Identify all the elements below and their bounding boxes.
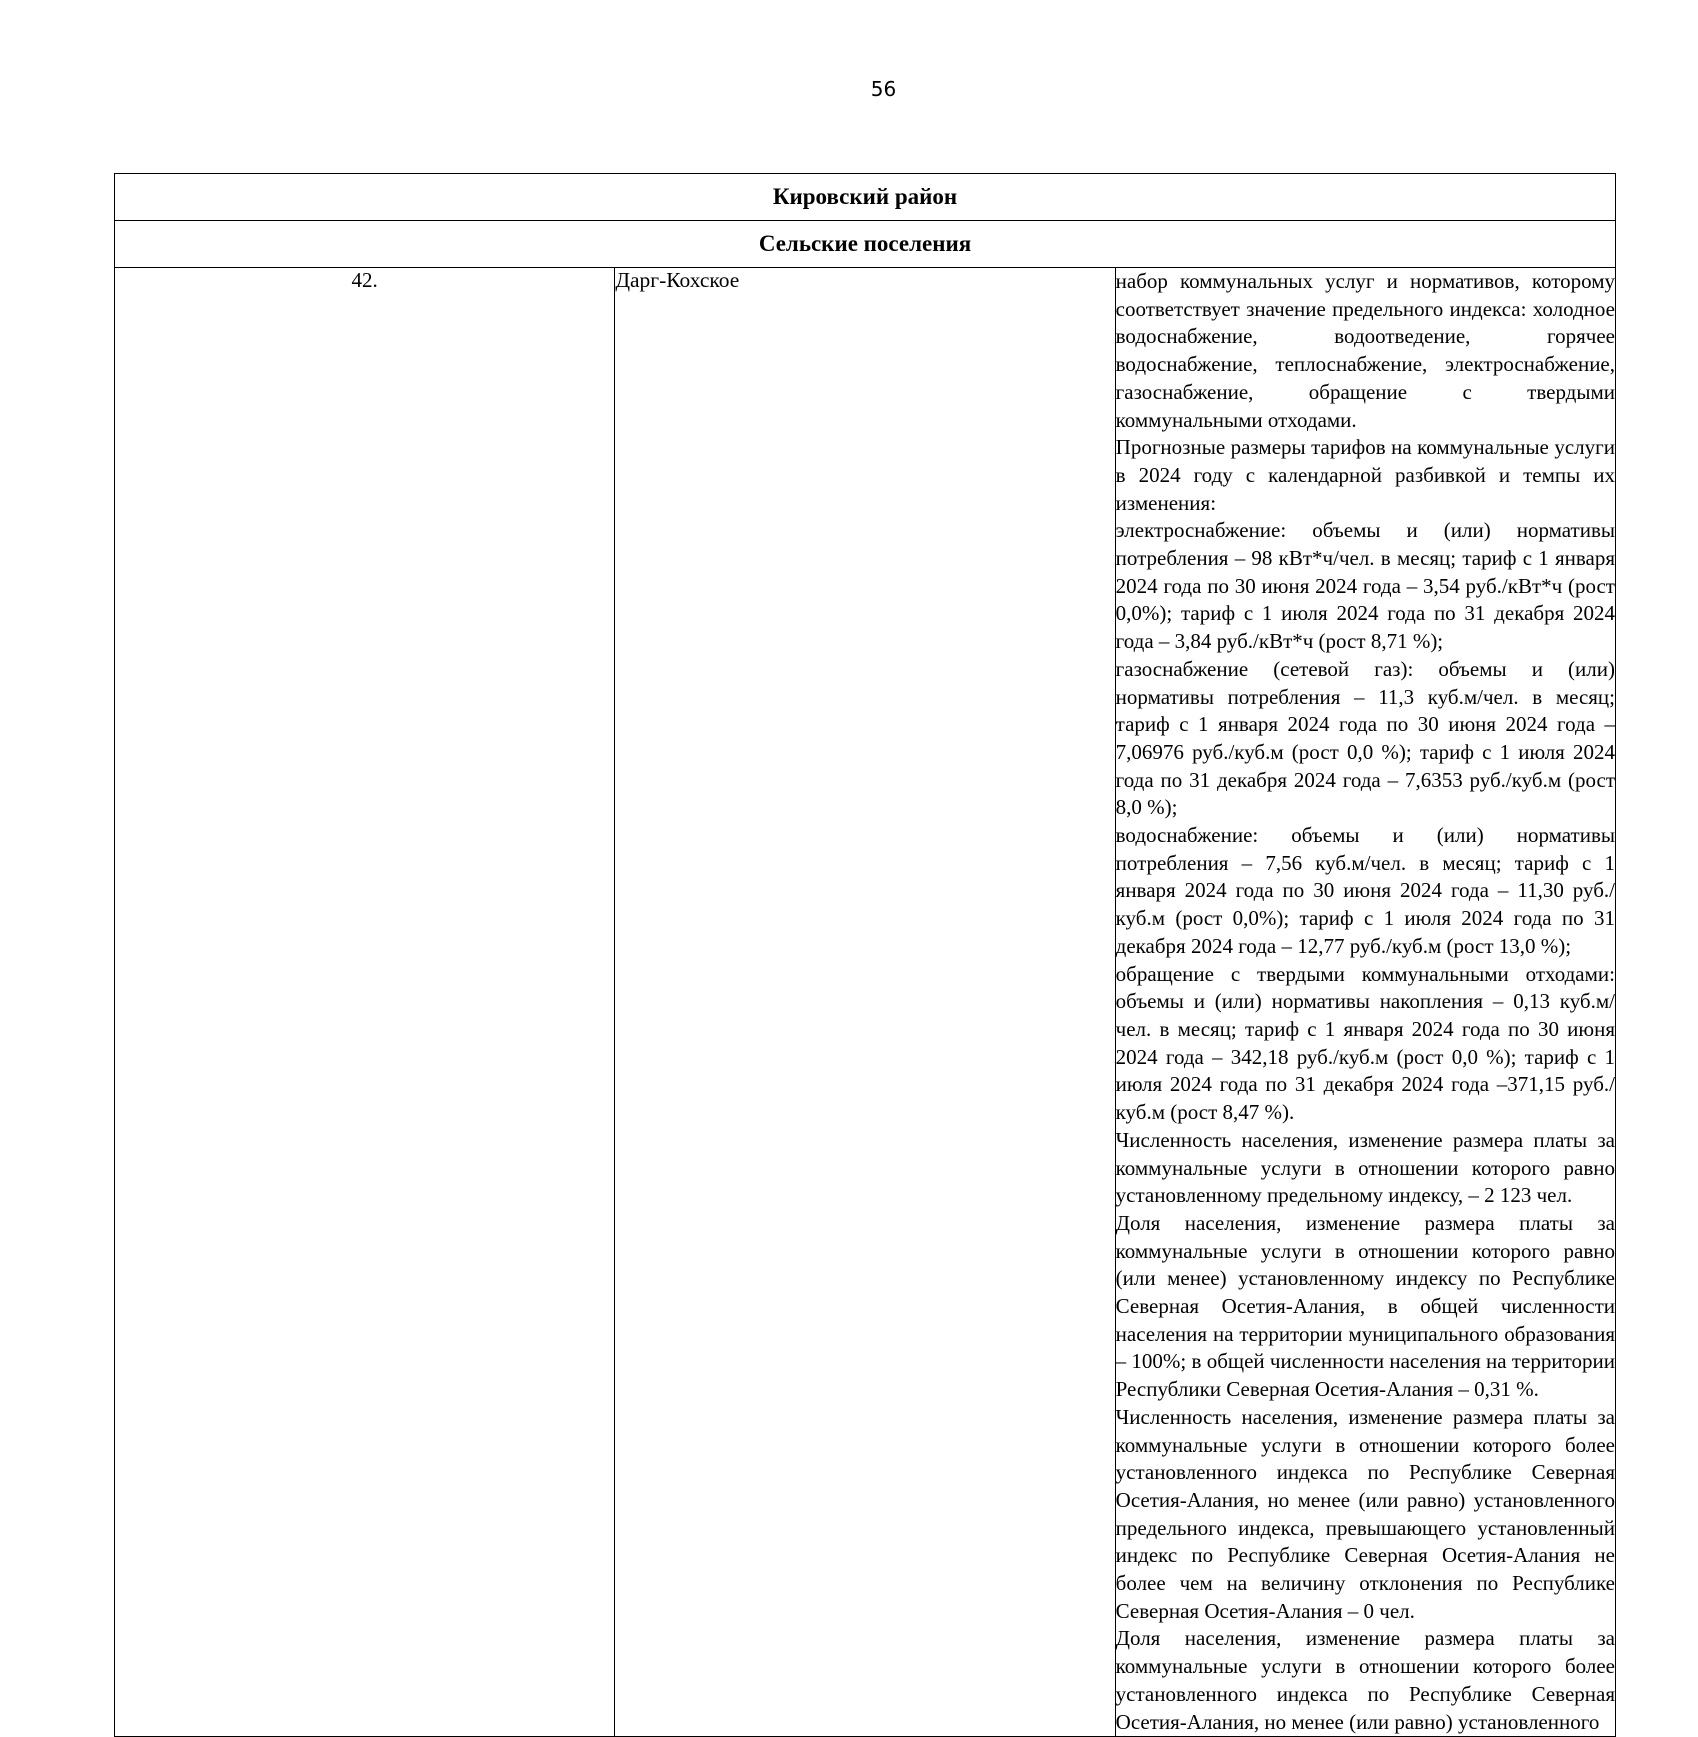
paragraph-population-above: Численность населения, изменение размера платы за коммунальные услуги в отношении которого более установленного индекса по Республике Северная Осетия-Алания, но менее (или равно) установленного предельного индекса, превышающего установленный индекс по Республике Северная Осетия-Алания не более чем на величину отклонения по Республике Северная Осетия-Алания – 0 чел.	[1115, 1404, 1615, 1623]
page-number: 56	[870, 77, 897, 101]
tariff-table	[114, 173, 1616, 1737]
table-row	[115, 268, 1616, 1737]
paragraph-electricity: электроснабжение: объемы и (или) нормативы потребления – 98 кВт*ч/чел. в месяц; тариф с 1 января 2024 года по 30 июня 2024 года – 3,54 руб./кВт*ч (рост 0,0%); тариф с 1 июля 2024 года по 31 декабря 2024 года – 3,84 руб./кВт*ч (рост 8,71 %);	[1115, 518, 1615, 654]
paragraph-solid-waste: обращение с твердыми коммунальными отходами: объемы и (или) нормативы накопления – 0,13 куб.м/чел. в месяц; тариф с 1 января 2024 года по 30 июня 2024 года – 342,18 руб./куб.м (рост 0,0 %); тариф с 1 июля 2024 года по 31 декабря 2024 года –371,15 руб./куб.м (рост 8,47 %).	[1115, 961, 1615, 1125]
paragraph-share-equal: Доля населения, изменение размера платы за коммунальные услуги в отношении которого равно (или менее) установленному индексу по Республике Северная Осетия-Алания, в общей численности населения на территории муниципального образования – 100%; в общей численности населения на территории Республики Северная Осетия-Алания – 0,31 %.	[1115, 1210, 1615, 1402]
paragraph-population-equal: Численность населения, изменение размера платы за коммунальные услуги в отношении которого равно установленному предельному индексу, – 2 123 чел.	[1115, 1127, 1615, 1208]
paragraph-gas: газоснабжение (сетевой газ): объемы и (или) нормативы потребления – 11,3 куб.м/чел. в месяц; тариф с 1 января 2024 года по 30 июня 2024 года – 7,06976 руб./куб.м (рост 0,0 %); тариф с 1 июля 2024 года по 31 декабря 2024 года – 7,6353 руб./куб.м (рост 8,0 %);	[1115, 656, 1615, 820]
district-header-row	[115, 174, 1616, 221]
settlement-name: Дарг-Кохское	[615, 268, 1115, 1737]
description-cell	[1115, 268, 1615, 1737]
paragraph-water: водоснабжение: объемы и (или) нормативы потребления – 7,56 куб.м/чел. в месяц; тариф с 1 января 2024 года по 30 июня 2024 года – 11,30 руб./куб.м (рост 0,0%); тариф с 1 июля 2024 года по 31 декабря 2024 года – 12,77 руб./куб.м (рост 13,0 %);	[1115, 823, 1615, 958]
district-title: Кировский район	[115, 174, 1616, 221]
subsection-title: Сельские поселения	[115, 221, 1616, 268]
paragraph-share-above: Доля населения, изменение размера платы за коммунальные услуги в отношении которого более установленного индекса по Республике Северная Осетия-Алания, но менее (или равно) установленного	[1115, 1626, 1615, 1734]
paragraph-tariffs-intro: Прогнозные размеры тарифов на коммунальные услуги в 2024 году с календарной разбивкой и темпы их изменения:	[1115, 435, 1615, 515]
paragraph-services-set: набор коммунальных услуг и нормативов, которому соответствует значение предельного индекса: холодное водоснабжение, водоотведение, горячее водоснабжение, теплоснабжение, электроснабжение, газоснабжение, обращение с твердыми коммунальными отходами.	[1115, 269, 1615, 432]
row-number: 42.	[115, 268, 615, 1737]
subsection-header-row	[115, 221, 1616, 268]
